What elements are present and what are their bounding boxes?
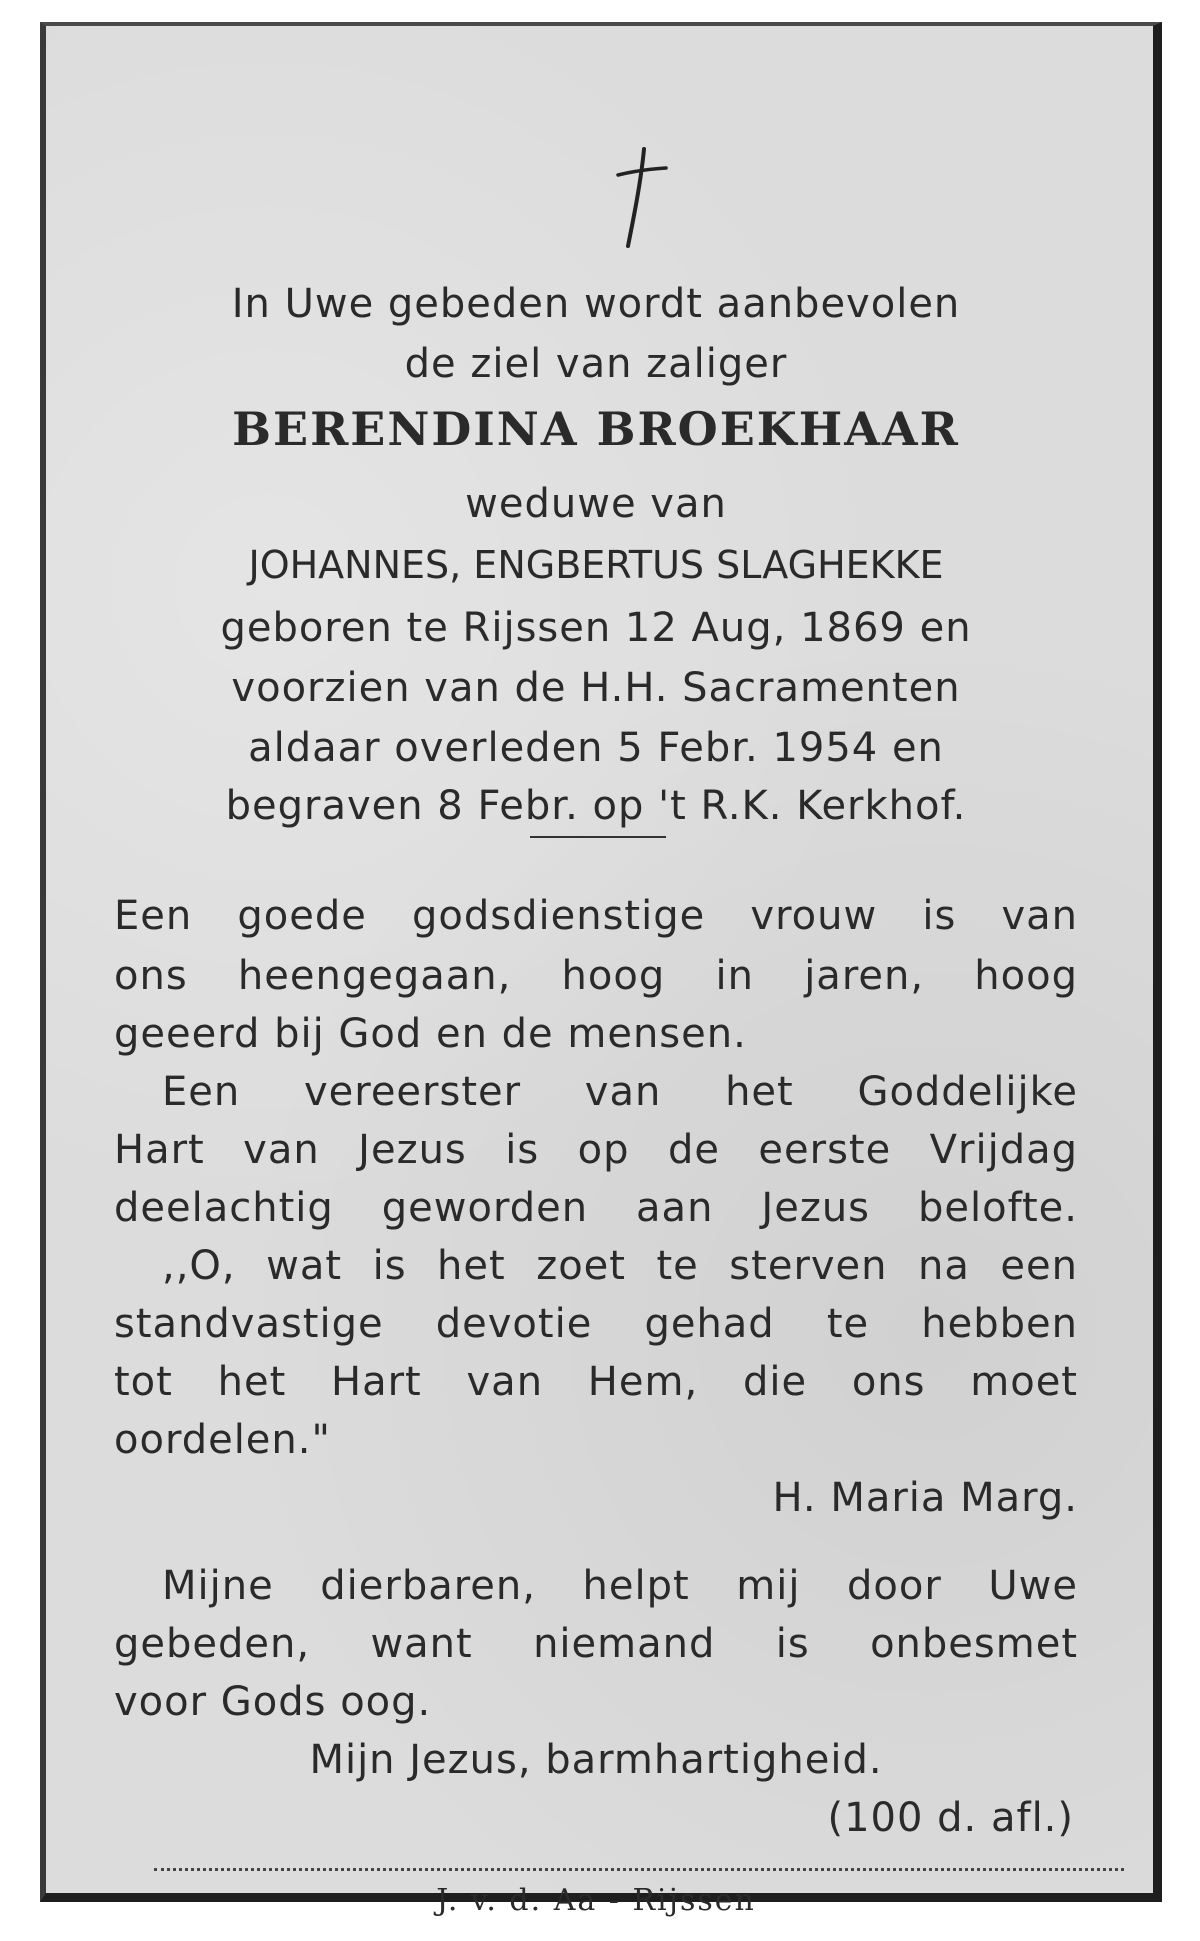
quote-line-3: tot het Hart van Hem, die ons moet <box>114 1359 1078 1405</box>
quote-line-2: standvastige devotie gehad te hebben <box>114 1301 1078 1347</box>
prayer-line-3: voor Gods oog. <box>114 1679 432 1725</box>
paragraph1-line-3: geeerd bij God en de mensen. <box>114 1011 747 1057</box>
detail-line-2: voorzien van de H.H. Sacramenten <box>231 665 961 711</box>
quote-attribution: H. Maria Marg. <box>772 1475 1078 1521</box>
relation-label: weduwe van <box>465 481 727 527</box>
prayer-line-2: gebeden, want niemand is onbesmet <box>114 1621 1078 1667</box>
prayer-line-1: Mijne dierbaren, helpt mij door Uwe <box>162 1563 1078 1609</box>
dotted-divider <box>154 1868 1124 1871</box>
separator-rule <box>530 836 666 838</box>
quote-line-1: ,,O, wat is het zoet te sterven na een <box>162 1243 1078 1289</box>
quote-line-4: oordelen." <box>114 1417 331 1463</box>
cross-icon <box>604 141 674 251</box>
printer-credit: J. v. d. Aa - Rijssen <box>436 1883 756 1918</box>
detail-line-1: geboren te Rijssen 12 Aug, 1869 en <box>220 605 972 651</box>
intro-line-1: In Uwe gebeden wordt aanbevolen <box>231 281 961 327</box>
detail-line-3: aldaar overleden 5 Febr. 1954 en <box>248 725 944 771</box>
paragraph2-line-2: Hart van Jezus is op de eerste Vrijdag <box>114 1127 1078 1173</box>
invocation: Mijn Jezus, barmhartigheid. <box>309 1737 883 1783</box>
indulgence: (100 d. afl.) <box>827 1795 1074 1841</box>
paragraph1-line-2: ons heengegaan, hoog in jaren, hoog <box>114 953 1078 999</box>
intro-line-2: de ziel van zaliger <box>404 341 788 387</box>
spouse-name: JOHANNES, ENGBERTUS SLAGHEKKE <box>248 543 944 587</box>
detail-line-4: begraven 8 Febr. op 't R.K. Kerkhof. <box>225 783 967 829</box>
paragraph2-line-3: deelachtig geworden aan Jezus belofte. <box>114 1185 1078 1231</box>
paragraph1-line-1: Een goede godsdienstige vrouw is van <box>114 893 1078 939</box>
memorial-card <box>40 22 1162 1918</box>
paragraph2-line-1: Een vereerster van het Goddelijke <box>162 1069 1078 1115</box>
deceased-name: BERENDINA BROEKHAAR <box>232 402 960 456</box>
